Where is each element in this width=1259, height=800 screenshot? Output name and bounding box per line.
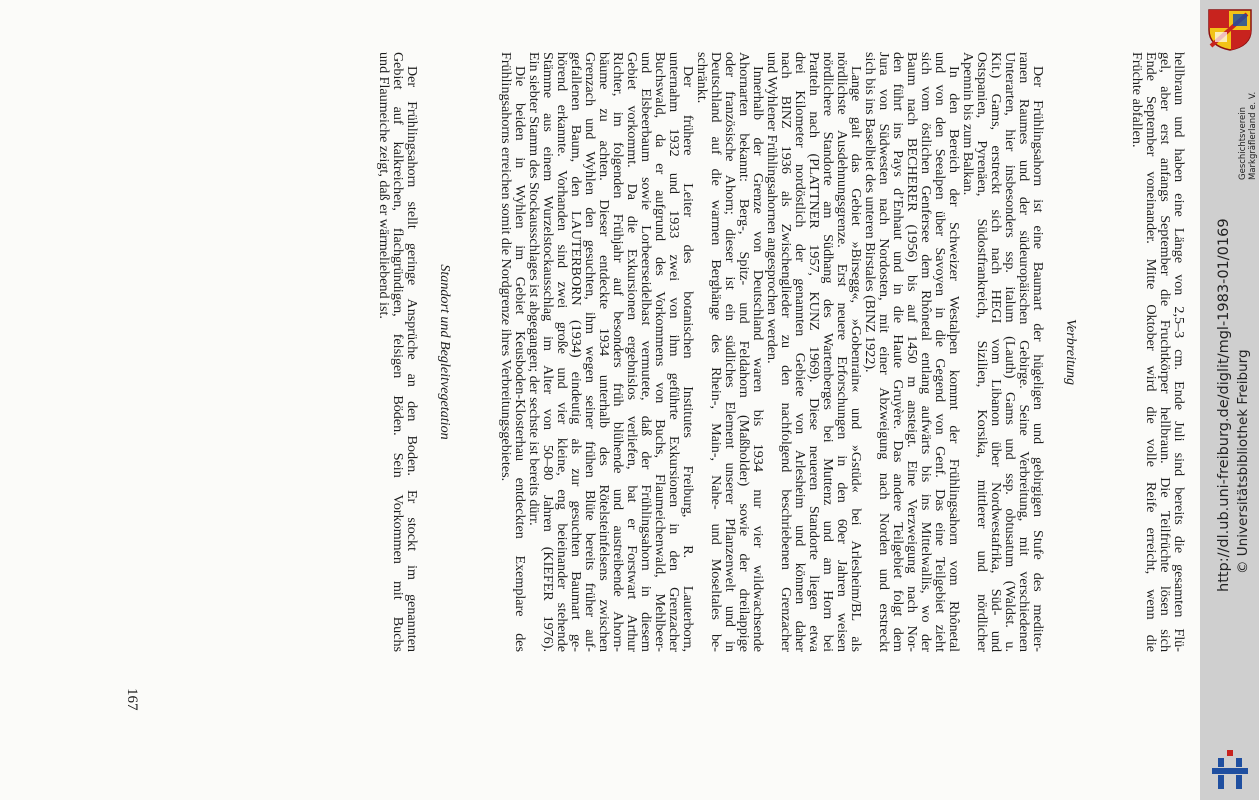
- text-line: und Elsbeerbaum sowie Lorbeerseidelbast vermutete, daß der Frühlingsahorn in diesem: [638, 52, 654, 652]
- text-line: Pratteln nach (PLATTNER 1957, KUNZ 1969). Diese neueren Standorte liegen etwa: [806, 52, 822, 652]
- text-line: drei Kilometer nordöstlich der genannten Gebiete von Arlesheim und können daher: [792, 52, 808, 652]
- text-line: In den Bereich der Schweizer Westalpen kommt der Frühlingsahorn vom Rhônetal: [946, 66, 962, 652]
- text-line: nördlichere Standorte am Südhang des Wartenberges bei Muttenz und am Horn bei: [820, 52, 836, 652]
- text-line: Frühlingsahorns erreichen somit die Nordgrenze ihres Verbreitungsgebietes.: [498, 52, 514, 482]
- text-line: und Wyhlener Frühlingsahornen angesprochen werden.: [764, 52, 780, 364]
- top-paragraph: [1130, 52, 1186, 652]
- text-line: Unterarten, hier insbesonders ssp. italum (Lauth) Gams und ssp. obtusatum (Waldst. u.: [1002, 52, 1018, 652]
- text-line: nördlichste Ausdehnungsgrenze. Erst neuere Erforschungen in den 60er Jahren weisen: [834, 52, 850, 652]
- verbreitung-section: [499, 52, 1045, 652]
- society-name: [1238, 92, 1258, 180]
- text-line: Gebiet vorkommt. Da die Exkursionen ergebnislos verliefen, bat er Forstwart Arthur: [624, 52, 640, 652]
- text-line: Innerhalb der Grenze von Deutschland waren bis 1934 nur vier wildwachsende: [750, 66, 766, 652]
- text-line: den führt ins Pays d’Enhaut und in die Haute Gruyère. Das andere Teilgebiet folgt dem: [890, 52, 906, 652]
- text-line: hörend erkannte. Vorhanden sind zwei große und vier kleine, eng beieinander stehende: [554, 52, 570, 652]
- standort-section: [377, 52, 419, 652]
- text-line: gefallenen Baum, den LAUTERBORN (1934) eindeutig als zur gesuchten Baumart ge-: [568, 52, 584, 652]
- text-line: bäume zu achten. Dieser entdeckte 1934 unterhalb des Rötelsteinfelsens zwischen: [596, 52, 612, 652]
- text-line: sich bis ins Baselbiet des unteren Birstales (BINZ 1922).: [862, 52, 878, 373]
- page-number: 167: [124, 688, 140, 711]
- text-line: Ende September voneinander. Mitte Oktober wird die volle Reife erreicht, wenn die: [1143, 52, 1159, 652]
- text-line: Ein siebter Stamm des Stockausschlages ist abgegangen; der sechste ist bereits dürr.: [526, 52, 542, 526]
- text-line: gel, aber erst anfangs September die Fruchtkörper hellbraun. Die Teilfrüchte lösen sich: [1157, 52, 1173, 652]
- text-line: Kit.) Gams, erstreckt sich nach HEGI vom Libanon über Nordwestafrika, Süd- und: [988, 52, 1004, 652]
- text-line: Baum nach BECHERER (1956) bis auf 1450 m ansteigt. Eine Verzweigung nach Nor-: [904, 52, 920, 652]
- text-line: nach BINZ 1936 als Zwischenglieder zu den nachfolgend beschriebenen Grenzacher: [778, 52, 794, 652]
- text-column: [377, 52, 1200, 652]
- text-line: und Flaumeiche zeigt, daß er wärmeliebend ist.: [376, 52, 392, 319]
- text-line: ranen Raumes und der südeuropäischen Gebirge. Seine Verbreitung, mit verschiedenen: [1016, 52, 1032, 652]
- section-heading-verbreitung: Verbreitung: [1063, 318, 1079, 386]
- text-line: Jura von Südwesten nach Nordosten, mit einer Abzweigung nach Norden und erstreckt: [876, 52, 892, 652]
- text-line: Ostspanien, Pyrenäen, Südostfrankreich, Sizilien, Korsika, mittlerer und nördlicher: [974, 52, 990, 652]
- text-line: unternahm 1932 und 1933 zwei von ihm geführte Exkursionen in den Grenzacher: [666, 52, 682, 652]
- text-line: Deutschland auf die warmen Berghänge des Rhein-, Main-, Nahe- und Moseltales be-: [708, 52, 724, 652]
- text-line: und von den Seealpen über Savoyen in die Gegend von Genf. Das eine Teilgebiet zieht: [932, 52, 948, 652]
- society-line-1: Geschichtsverein: [1238, 106, 1248, 180]
- permalink-url[interactable]: http://dl.ub.uni-freiburg.de/diglit/mgl-1983-01/0169: [1216, 218, 1232, 592]
- text-line: Lange galt das Gebiet »Birsegg«, »Gobenrain« und »Gstüd« bei Arlesheim/BL als: [848, 66, 864, 652]
- text-line: schränkt.: [694, 52, 710, 104]
- text-line: oder französische Ahorn; dieser ist ein südliches Element unserer Pflanzenwelt und in: [722, 52, 738, 652]
- text-line: Der frühere Leiter des botanischen Institutes Freiburg, R. Lauterborn,: [680, 66, 696, 652]
- text-line: Buchswald, da er aufgrund des Vorkommens von Buchs, Flaumeichenwald, Mehlbeer-: [652, 52, 668, 652]
- rotated-sidebar-content: [1200, 0, 1259, 800]
- text-line: Gebiet auf kalkreichen, flachgründigen, felsigen Böden. Sein Vorkommen mit Buchs: [390, 52, 406, 652]
- text-line: sich vom östlichen Genfersee dem Rhônetal entlang aufwärts bis ins Mittelwallis, wo der: [918, 52, 934, 652]
- society-line-2: Markgräflerland e. V.: [1248, 91, 1258, 180]
- university-library-logo-icon: [1208, 748, 1252, 792]
- text-line: Früchte abfallen.: [1129, 52, 1145, 148]
- viewer-sidebar: [1200, 0, 1259, 800]
- text-line: hellbraun und haben eine Länge von 2,5–3 cm. Ende Juli sind bereits die gesamten Flü-: [1171, 52, 1187, 652]
- text-line: Stämme aus einem Wurzelstockausschlag im Alter von 50–80 Jahren (KIEFER 1976).: [540, 52, 556, 652]
- section-heading-standort: Standort und Begleitvegetation: [437, 264, 453, 440]
- text-line: Grenzach und Wyhlen den gesuchten, ihm wegen seiner frühen Blüte bereits früher auf-: [582, 52, 598, 652]
- text-line: Apennin bis zum Balkan.: [960, 52, 976, 196]
- text-line: Die beiden in Wyhlen im Gebiet Keusboden-Klosterhau entdeckten Exemplare des: [512, 66, 528, 652]
- text-line: Richter, im folgenden Frühjahr auf besonders früh blühende und austreibende Ahorn-: [610, 52, 626, 652]
- text-line: Der Frühlingsahorn ist eine Baumart der hügeligen und gebirgigen Stufe des mediter-: [1030, 66, 1046, 652]
- society-crest-icon: [1207, 8, 1253, 52]
- text-line: Der Frühlingsahorn stellt geringe Ansprüche an den Boden. Er stockt im genannten: [404, 66, 420, 652]
- text-line: Ahornarten bekannt: Berg-, Spitz- und Feldahorn (Maßholder) sowie der dreilappige: [736, 52, 752, 652]
- copyright-notice: © Universitätsbibliothek Freiburg: [1235, 349, 1251, 574]
